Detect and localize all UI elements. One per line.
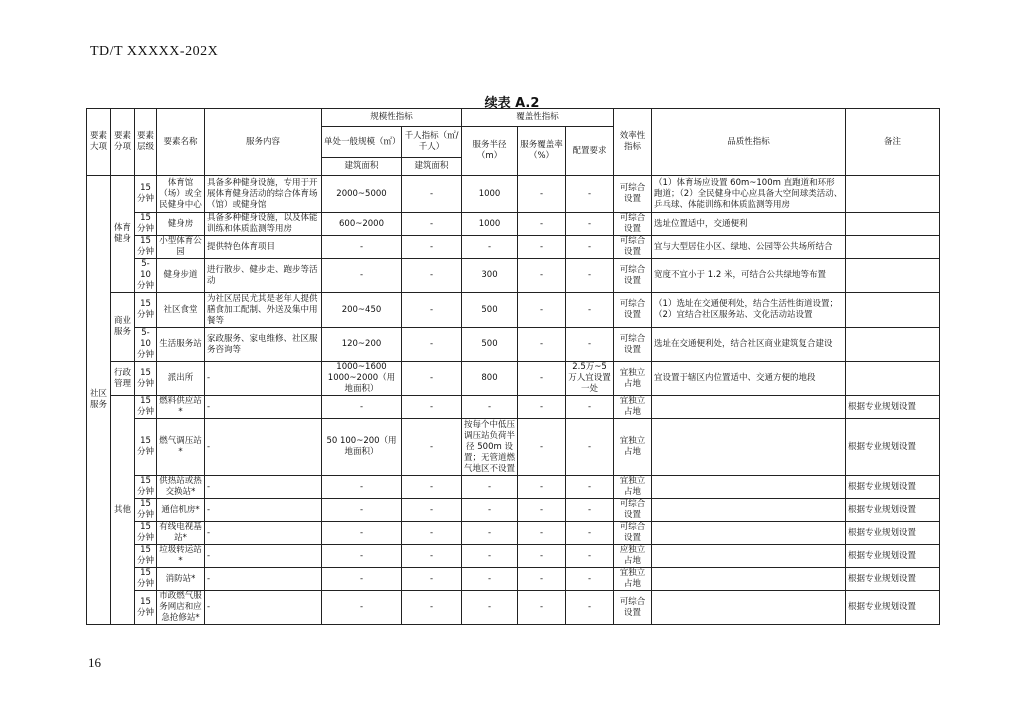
cell-eff: 宜独立占地	[614, 476, 652, 499]
cell-eff: 可综合设置	[614, 259, 652, 293]
cell-per: -	[402, 568, 462, 591]
header-cell: 要素层级	[135, 109, 157, 176]
cell-level: 15分钟	[135, 213, 157, 236]
cell-radius: 500	[462, 328, 518, 362]
cell-content: 具备多种健身设施，专用于开展体育健身活动的综合体育场（馆）或健身馆	[205, 176, 322, 213]
cell-quality: （1）体育场应设置 60m~100m 直跑道和环形跑道；（2）全民健身中心应具备大空间球类活动、乒乓球、体能训练和体质监测等用房	[652, 176, 846, 213]
cell-quality: 宜与大型居住小区、绿地、公园等公共场所结合	[652, 236, 846, 259]
header-cell: 建筑面积	[402, 158, 462, 176]
cell-content: 提供特色体育项目	[205, 236, 322, 259]
cell-rate: -	[518, 522, 566, 545]
cell-radius: -	[462, 396, 518, 419]
cell-level: 15分钟	[135, 362, 157, 396]
cell-scale: -	[322, 259, 402, 293]
cell-req: -	[566, 522, 614, 545]
cell-rate: -	[518, 545, 566, 568]
table-row	[87, 499, 940, 522]
cell-eff: 可综合设置	[614, 499, 652, 522]
subcategory-cell: 体育健身	[111, 176, 135, 293]
cell-eff: 可综合设置	[614, 293, 652, 328]
cell-rate: -	[518, 396, 566, 419]
header-cell: 服务半径（m）	[462, 127, 518, 176]
cell-level: 15分钟	[135, 396, 157, 419]
cell-rate: -	[518, 568, 566, 591]
cell-rate: -	[518, 293, 566, 328]
cell-note	[846, 259, 940, 293]
cell-content: -	[205, 568, 322, 591]
cell-name: 体育馆（场）或全民健身中心	[157, 176, 205, 213]
cell-radius: 按每个中低压调压站负荷半径 500m 设置；无管道燃气地区不设置	[462, 419, 518, 476]
cell-per: -	[402, 293, 462, 328]
cell-level: 15分钟	[135, 499, 157, 522]
header-cell: 单处一般规模（㎡）	[322, 127, 402, 158]
cell-scale: 2000~5000	[322, 176, 402, 213]
cell-note: 根据专业规划设置	[846, 522, 940, 545]
cell-per: -	[402, 545, 462, 568]
cell-req: -	[566, 236, 614, 259]
cell-note: 根据专业规划设置	[846, 545, 940, 568]
cell-note	[846, 236, 940, 259]
cell-req: -	[566, 259, 614, 293]
cell-name: 供热站或热交换站*	[157, 476, 205, 499]
cell-content: -	[205, 396, 322, 419]
cell-note	[846, 328, 940, 362]
cell-note	[846, 293, 940, 328]
cell-content: -	[205, 499, 322, 522]
cell-scale: -	[322, 568, 402, 591]
cell-quality: （1）选址在交通便利处，结合生活性街道设置；（2）宜结合社区服务站、文化活动站设置	[652, 293, 846, 328]
table-row	[87, 328, 940, 362]
cell-quality	[652, 545, 846, 568]
cell-req: -	[566, 176, 614, 213]
cell-content: 进行散步、健步走、跑步等活动	[205, 259, 322, 293]
page-number: 16	[88, 655, 101, 670]
header-cell: 要素大项	[87, 109, 111, 176]
cell-per: -	[402, 259, 462, 293]
cell-per: -	[402, 328, 462, 362]
header-cell: 规模性指标	[322, 109, 462, 127]
cell-radius: -	[462, 522, 518, 545]
cell-name: 燃料供应站*	[157, 396, 205, 419]
cell-eff: 宜独立占地	[614, 396, 652, 419]
table-row	[87, 293, 940, 328]
cell-eff: 宜独立占地	[614, 568, 652, 591]
cell-quality: 宜设置于辖区内位置适中、交通方便的地段	[652, 362, 846, 396]
cell-quality	[652, 476, 846, 499]
cell-radius: -	[462, 236, 518, 259]
table-row	[87, 568, 940, 591]
cell-req: -	[566, 396, 614, 419]
cell-rate: -	[518, 328, 566, 362]
cell-name: 派出所	[157, 362, 205, 396]
cell-per: -	[402, 476, 462, 499]
cell-quality: 选址在交通便利处，结合社区商业建筑复合建设	[652, 328, 846, 362]
header-cell: 覆盖性指标	[462, 109, 614, 127]
table-row	[87, 259, 940, 293]
cell-quality	[652, 499, 846, 522]
cell-scale: -	[322, 236, 402, 259]
cell-req: -	[566, 591, 614, 625]
cell-name: 小型体育公园	[157, 236, 205, 259]
cell-quality	[652, 419, 846, 476]
cell-note: 根据专业规划设置	[846, 419, 940, 476]
cell-note	[846, 176, 940, 213]
cell-note	[846, 362, 940, 396]
cell-note	[846, 213, 940, 236]
cell-content: -	[205, 476, 322, 499]
cell-name: 生活服务站	[157, 328, 205, 362]
table-row	[87, 419, 940, 476]
table-row	[87, 213, 940, 236]
cell-req: -	[566, 419, 614, 476]
header-cell: 建筑面积	[322, 158, 402, 176]
cell-name: 有线电视基站*	[157, 522, 205, 545]
cell-content: -	[205, 522, 322, 545]
cell-level: 15分钟	[135, 476, 157, 499]
cell-scale: -	[322, 591, 402, 625]
cell-name: 健身房	[157, 213, 205, 236]
cell-req: -	[566, 499, 614, 522]
cell-name: 消防站*	[157, 568, 205, 591]
cell-scale: 50 100~200（用地面积）	[322, 419, 402, 476]
cell-scale: -	[322, 522, 402, 545]
cell-scale: -	[322, 396, 402, 419]
cell-rate: -	[518, 476, 566, 499]
cell-level: 5-10分钟	[135, 328, 157, 362]
subcategory-cell: 商业服务	[111, 293, 135, 362]
cell-radius: -	[462, 545, 518, 568]
subcategory-cell: 行政管理	[111, 362, 135, 396]
cell-per: -	[402, 236, 462, 259]
header-cell: 配置要求	[566, 127, 614, 176]
cell-rate: -	[518, 499, 566, 522]
cell-radius: -	[462, 476, 518, 499]
cell-radius: 1000	[462, 176, 518, 213]
cell-note: 根据专业规划设置	[846, 568, 940, 591]
cell-eff: 应独立占地	[614, 545, 652, 568]
cell-radius: 500	[462, 293, 518, 328]
cell-level: 5-10分钟	[135, 259, 157, 293]
header-cell: 千人指标（㎡/千人）	[402, 127, 462, 158]
cell-level: 15分钟	[135, 568, 157, 591]
cell-per: -	[402, 419, 462, 476]
cell-level: 15分钟	[135, 522, 157, 545]
cell-radius: 300	[462, 259, 518, 293]
table-row	[87, 476, 940, 499]
header-cell: 要素名称	[157, 109, 205, 176]
cell-per: -	[402, 213, 462, 236]
cell-level: 15分钟	[135, 176, 157, 213]
cell-note: 根据专业规划设置	[846, 476, 940, 499]
header-cell: 备注	[846, 109, 940, 176]
cell-per: -	[402, 591, 462, 625]
header-cell: 服务覆盖率（%）	[518, 127, 566, 176]
cell-quality	[652, 591, 846, 625]
table-row	[87, 396, 940, 419]
cell-content: -	[205, 545, 322, 568]
cell-quality	[652, 522, 846, 545]
cell-name: 健身步道	[157, 259, 205, 293]
cell-rate: -	[518, 236, 566, 259]
cell-level: 15分钟	[135, 236, 157, 259]
cell-level: 15分钟	[135, 591, 157, 625]
cell-note: 根据专业规划设置	[846, 591, 940, 625]
cell-scale: 200~450	[322, 293, 402, 328]
cell-quality	[652, 396, 846, 419]
cell-req: -	[566, 545, 614, 568]
cell-per: -	[402, 499, 462, 522]
cell-rate: -	[518, 419, 566, 476]
cell-radius: 800	[462, 362, 518, 396]
cell-content: -	[205, 591, 322, 625]
header-cell: 效率性指标	[614, 109, 652, 176]
cell-scale: 120~200	[322, 328, 402, 362]
header-cell: 品质性指标	[652, 109, 846, 176]
document-code: TD/T XXXXX-202X	[90, 44, 219, 59]
cell-note: 根据专业规划设置	[846, 396, 940, 419]
cell-req: -	[566, 568, 614, 591]
cell-per: -	[402, 522, 462, 545]
cell-quality: 宽度不宜小于 1.2 米，可结合公共绿地等布置	[652, 259, 846, 293]
cell-rate: -	[518, 176, 566, 213]
cell-scale: 600~2000	[322, 213, 402, 236]
header-row	[87, 109, 940, 127]
cell-rate: -	[518, 362, 566, 396]
cell-content: 家政服务、家电维修、社区服务咨询等	[205, 328, 322, 362]
cell-scale: -	[322, 545, 402, 568]
cell-quality	[652, 568, 846, 591]
cell-rate: -	[518, 259, 566, 293]
table-row	[87, 176, 940, 213]
category-cell: 社区服务	[87, 176, 111, 625]
cell-eff: 可综合设置	[614, 213, 652, 236]
cell-rate: -	[518, 213, 566, 236]
cell-name: 市政燃气服务网店和应急抢修站*	[157, 591, 205, 625]
cell-scale: 1000~1600 1000~2000（用地面积）	[322, 362, 402, 396]
header-cell: 要素分项	[111, 109, 135, 176]
table-row	[87, 591, 940, 625]
cell-per: -	[402, 362, 462, 396]
table-row	[87, 362, 940, 396]
table-row	[87, 236, 940, 259]
cell-req: -	[566, 476, 614, 499]
cell-radius: -	[462, 568, 518, 591]
table-row	[87, 545, 940, 568]
cell-note: 根据专业规划设置	[846, 499, 940, 522]
cell-content: -	[205, 419, 322, 476]
cell-quality: 选址位置适中，交通便利	[652, 213, 846, 236]
cell-rate: -	[518, 591, 566, 625]
cell-level: 15分钟	[135, 293, 157, 328]
cell-eff: 宜独立占地	[614, 362, 652, 396]
cell-level: 15分钟	[135, 419, 157, 476]
cell-req: -	[566, 293, 614, 328]
cell-req: 2.5万~5万人宜设置一处	[566, 362, 614, 396]
cell-req: -	[566, 213, 614, 236]
data-table	[86, 108, 940, 625]
cell-per: -	[402, 176, 462, 213]
cell-name: 社区食堂	[157, 293, 205, 328]
cell-name: 通信机房*	[157, 499, 205, 522]
cell-eff: 可综合设置	[614, 328, 652, 362]
cell-eff: 可综合设置	[614, 176, 652, 213]
cell-radius: -	[462, 499, 518, 522]
cell-radius: 1000	[462, 213, 518, 236]
subcategory-cell: 其他	[111, 396, 135, 625]
cell-eff: 可综合设置	[614, 591, 652, 625]
cell-scale: -	[322, 499, 402, 522]
cell-content: 具备多种健身设施，以及体能训练和体质监测等用房	[205, 213, 322, 236]
cell-eff: 可综合设置	[614, 236, 652, 259]
cell-content: -	[205, 362, 322, 396]
table-title: 续表 A.2	[484, 96, 540, 111]
cell-req: -	[566, 328, 614, 362]
cell-eff: 可综合设置	[614, 522, 652, 545]
cell-radius: -	[462, 591, 518, 625]
cell-scale: -	[322, 476, 402, 499]
cell-per: -	[402, 396, 462, 419]
cell-eff: 宜独立占地	[614, 419, 652, 476]
cell-name: 垃圾转运站*	[157, 545, 205, 568]
table-row	[87, 522, 940, 545]
header-cell: 服务内容	[205, 109, 322, 176]
cell-name: 燃气调压站*	[157, 419, 205, 476]
cell-level: 15分钟	[135, 545, 157, 568]
cell-content: 为社区居民尤其是老年人提供膳食加工配制、外送及集中用餐等	[205, 293, 322, 328]
